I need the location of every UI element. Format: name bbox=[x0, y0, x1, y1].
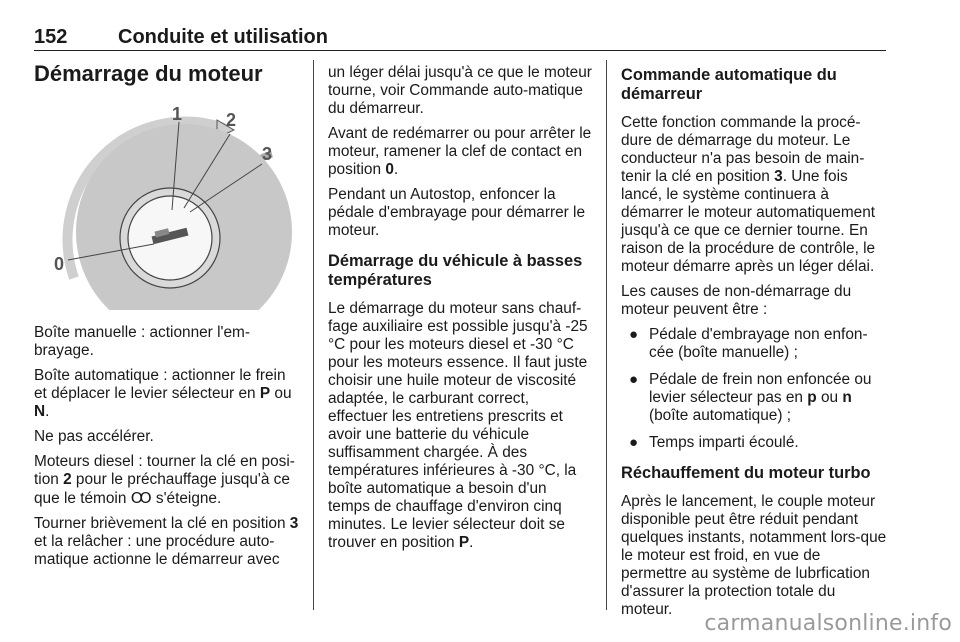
position-label-2: 2 bbox=[226, 110, 237, 130]
subsection-title: Réchauffement du moteur turbo bbox=[621, 464, 871, 482]
cause-list bbox=[621, 326, 887, 452]
paragraph: Le démarrage du moteur sans chauf-fage auxiliaire est possible jusqu'à -25 °C pour les moteurs diesel et -30 °C pour les moteurs essence. Il faut juste choisir une huile moteur de viscosité adaptée, le carburant correct, effectuer les entretiens prescrits et avoir une batterie du véhicule suffisamment chargée. À des températures inférieures à -30 °C, la boîte automatique a besoin d'un temps de chauffage d'environ cinq minutes. Le levier sélecteur doit se trouver en position P. bbox=[328, 300, 588, 551]
paragraph: Moteurs diesel : tourner la clé en posi-tion 2 pour le préchauffage jusqu'à ce que le témoin Ꝏ s'éteigne. bbox=[34, 453, 295, 507]
page-number: 152 bbox=[34, 26, 68, 48]
running-title: Conduite et utilisation bbox=[118, 26, 328, 48]
paragraph: un léger délai jusqu'à ce que le moteur tourne, voir Commande auto-matique du démarreur. bbox=[328, 64, 592, 117]
subsection-title: Démarrage du véhicule à basses températures bbox=[328, 252, 583, 289]
position-label-3: 3 bbox=[262, 144, 273, 164]
paragraph: Avant de redémarrer ou pour arrêter le moteur, ramener la clef de contact en position 0. bbox=[328, 125, 592, 178]
paragraph: Tourner brièvement la clé en position 3 et la relâcher : une procédure auto-matique actionne le démarreur avec bbox=[34, 515, 299, 568]
paragraph: Boîte automatique : actionner le frein et déplacer le levier sélecteur en P ou N. bbox=[34, 367, 292, 420]
paragraph: Boîte manuelle : actionner l'em-brayage. bbox=[34, 324, 250, 359]
subsection-title: Commande automatique du démarreur bbox=[621, 66, 837, 103]
ignition-diagram bbox=[34, 100, 300, 310]
paragraph: Ne pas accélérer. bbox=[34, 428, 154, 445]
position-label-1: 1 bbox=[172, 104, 183, 124]
list-item: ● Pédale de frein non enfoncée ou levier sélecteur pas en p ou n (boîte automatique) ; bbox=[629, 371, 872, 424]
ignition-switch-illustration bbox=[34, 100, 300, 310]
watermark: carmanualsonline.info bbox=[704, 611, 952, 636]
page-header bbox=[34, 26, 886, 51]
column-1-text bbox=[34, 324, 300, 576]
column-3-text bbox=[621, 66, 887, 626]
list-item: ● Temps imparti écoulé. bbox=[629, 434, 799, 451]
paragraph: Cette fonction commande la procé-dure de démarrage du moteur. Le conducteur n'a pas besoin de main-tenir la clé en position 3. Une fois lancé, le système continuera à démarrer le moteur automatiquement jusqu'à ce que ce dernier tourne. En raison de la procédure de contrôle, le moteur démarre après un léger délai. bbox=[621, 114, 876, 275]
section-title: Démarrage du moteur bbox=[34, 61, 263, 86]
paragraph: Après le lancement, le couple moteur disponible peut être réduit pendant quelques instants, notamment lors-que le moteur est froid, en vue de permettre au système de lubrfication d'assurer la protection totale du moteur. bbox=[621, 493, 887, 618]
paragraph: Pendant un Autostop, enfoncer la pédale d'embrayage pour démarrer le moteur. bbox=[328, 186, 586, 239]
paragraph: Les causes de non-démarrage du moteur peuvent être : bbox=[621, 283, 852, 318]
position-label-0: 0 bbox=[54, 254, 65, 274]
column-divider bbox=[313, 60, 314, 610]
glow-plug-icon: Ꝏ bbox=[130, 489, 152, 507]
column-divider bbox=[606, 60, 607, 610]
list-item: ● Pédale d'embrayage non enfon-cée (boîte manuelle) ; bbox=[629, 326, 868, 361]
column-2-text bbox=[328, 64, 592, 559]
